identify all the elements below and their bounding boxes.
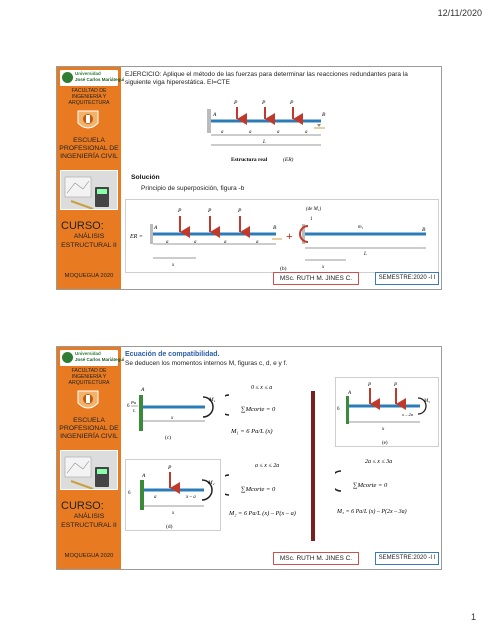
svg-text:∑Mcorte = 0: ∑Mcorte = 0 (353, 482, 388, 489)
vertical-bar-decoration (311, 391, 315, 541)
svg-text:+: + (286, 229, 293, 243)
faculty-name: FACULTAD DE INGENIERÍA Y ARQUITECTURA (68, 368, 110, 386)
university-seal-icon (62, 72, 73, 83)
svg-text:(ER): (ER) (283, 157, 294, 163)
svg-text:(e): (e) (382, 441, 388, 446)
svg-text:m₁: m₁ (358, 225, 364, 230)
figure-real-structure (201, 97, 337, 175)
slide-1-content (121, 67, 442, 289)
svg-text:P: P (368, 383, 372, 388)
svg-text:a ≤ x ≤ 2a: a ≤ x ≤ 2a (255, 463, 280, 469)
svg-text:(de M₁): (de M₁) (306, 207, 322, 212)
semester-box: SEMESTRE:2020 -I I (375, 272, 439, 285)
svg-text:M₁ = 6 Pa/L (x): M₁ = 6 Pa/L (x) (231, 428, 273, 435)
course-label: CURSO: (61, 220, 104, 232)
exercise-statement: EJERCICIO: Aplique el método de las fuerzas para determinar las reacciones redundantes para la siguiente viga hiperestática. EI=CTE (125, 71, 408, 86)
svg-text:P: P (168, 465, 172, 471)
svg-text:6: 6 (337, 407, 340, 412)
svg-text:B: B (422, 227, 426, 233)
sidebar (57, 347, 125, 569)
slide-1 (56, 66, 442, 290)
figure-d (125, 459, 221, 531)
svg-text:P: P (208, 208, 212, 214)
compatibility-description: Se deducen los momentos internos M, figuras c, d, e y f. (125, 360, 288, 367)
svg-text:L: L (133, 408, 136, 413)
figure-e (335, 377, 439, 447)
svg-text:A: A (348, 391, 352, 396)
city-year: MOQUEGUA 2020 (64, 273, 114, 279)
svg-text:P: P (178, 208, 182, 214)
svg-text:6: 6 (127, 404, 130, 409)
compatibility-title: Ecuación de compatibilidad. (125, 351, 220, 358)
svg-text:x – 2a: x – 2a (402, 412, 413, 417)
equation-1 (225, 381, 311, 445)
sidebar (57, 67, 125, 289)
page-date: 12/11/2020 (437, 8, 482, 18)
svg-text:x – a: x – a (186, 495, 196, 500)
author-box: MSc. RUTH M. JINES C. (273, 272, 359, 285)
engineering-tools-photo (60, 170, 118, 210)
svg-text:x: x (172, 263, 175, 268)
svg-text:Estructura real: Estructura real (231, 157, 268, 163)
svg-text:M₂: M₂ (208, 480, 215, 486)
school-crest-icon (75, 109, 101, 133)
svg-text:6: 6 (128, 491, 131, 496)
svg-text:x: x (382, 427, 385, 432)
svg-text:a: a (166, 240, 169, 245)
svg-text:M₂ = 6 Pa/L (x) – P(x – a): M₂ = 6 Pa/L (x) – P(x – a) (229, 510, 296, 517)
svg-text:A: A (142, 473, 146, 479)
svg-text:P: P (262, 100, 266, 106)
solution-label: Solución (131, 174, 160, 181)
svg-text:ER =: ER = (130, 234, 143, 240)
svg-text:(c): (c) (165, 435, 172, 441)
svg-text:a: a (154, 495, 157, 500)
slide-2-content (121, 347, 442, 569)
svg-text:a: a (249, 130, 252, 135)
figure-superposition (125, 199, 439, 273)
svg-text:a: a (194, 240, 197, 245)
svg-text:M₃: M₃ (424, 399, 430, 404)
svg-text:2a ≤ x ≤ 3a: 2a ≤ x ≤ 3a (365, 459, 393, 465)
svg-text:1: 1 (310, 217, 313, 222)
svg-text:0 ≤ x ≤ a: 0 ≤ x ≤ a (251, 385, 273, 391)
author-box: MSc. RUTH M. JINES C. (273, 552, 359, 565)
fixed-support (207, 109, 211, 133)
svg-text:M₃ = 6 Pa/L (x) – P(2x – 3a): M₃ = 6 Pa/L (x) – P(2x – 3a) (337, 509, 407, 515)
university-logo: Universidad José Carlos Mariátegui (60, 70, 118, 86)
svg-text:P: P (290, 100, 294, 106)
svg-text:A: A (154, 225, 158, 231)
school-name: ESCUELA PROFESIONAL DE INGENIERÍA CIVIL (59, 417, 119, 440)
svg-text:Pa: Pa (131, 400, 136, 405)
school-name: ESCUELA PROFESIONAL DE INGENIERÍA CIVIL (59, 137, 119, 160)
engineering-tools-photo (60, 450, 118, 490)
svg-text:a: a (221, 130, 224, 135)
school-crest-icon (75, 389, 101, 413)
svg-text:a: a (305, 130, 308, 135)
svg-text:P: P (394, 383, 398, 388)
svg-text:(d): (d) (166, 524, 173, 530)
svg-text:a: a (224, 240, 227, 245)
course-name: ANÁLISIS ESTRUCTURAL II (61, 513, 117, 529)
svg-text:L: L (263, 140, 266, 145)
svg-text:B: B (273, 225, 277, 231)
semester-box: SEMESTRE:2020 -I I (375, 552, 439, 565)
svg-text:a: a (256, 240, 259, 245)
city-year: MOQUEGUA 2020 (64, 553, 114, 559)
faculty-name: FACULTAD DE INGENIERÍA Y ARQUITECTURA (68, 88, 110, 106)
university-logo: Universidad José Carlos Mariátegui (60, 350, 118, 366)
university-seal-icon (62, 352, 73, 363)
svg-text:P: P (238, 208, 242, 214)
course-label: CURSO: (61, 500, 104, 512)
svg-text:(b): (b) (280, 266, 287, 272)
svg-text:x: x (322, 265, 325, 270)
figure-c (125, 381, 221, 445)
svg-text:P: P (234, 100, 238, 106)
svg-text:M₁: M₁ (209, 397, 216, 403)
svg-text:L: L (364, 252, 367, 257)
svg-text:∑Mcorte = 0: ∑Mcorte = 0 (241, 486, 276, 493)
equation-3 (335, 455, 439, 531)
course-name: ANÁLISIS ESTRUCTURAL II (61, 233, 117, 249)
svg-text:a: a (277, 130, 280, 135)
svg-text:B: B (322, 112, 326, 118)
svg-text:x: x (172, 511, 175, 516)
solution-description: Principio de superposición, figura -b (141, 185, 245, 192)
slide-2 (56, 346, 442, 570)
svg-text:∑Mcorte = 0: ∑Mcorte = 0 (241, 406, 276, 413)
svg-text:x: x (171, 416, 174, 421)
svg-text:A: A (213, 112, 217, 118)
svg-text:A: A (141, 387, 145, 393)
page-number: 1 (470, 612, 476, 622)
